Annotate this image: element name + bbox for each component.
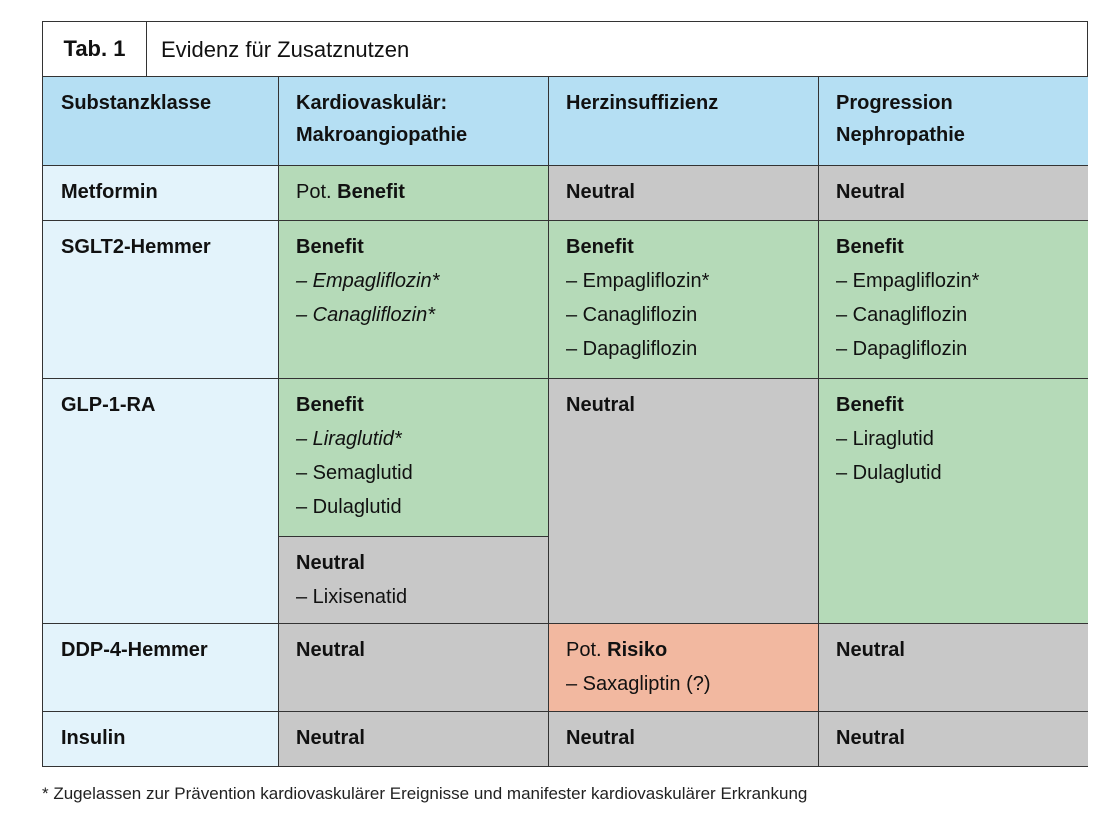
footnote: * Zugelassen zur Prävention kardiovaskulärer Ereignisse und manifester kardiovaskulärer Erkrankung [42, 784, 808, 803]
header-kardiovaskulaer: Kardiovaskulär: Makroangiopathie [278, 77, 548, 165]
cell-insulin-hi: Neutral [548, 711, 818, 766]
row-divider [43, 623, 1088, 624]
cell-metformin-ne: Neutral [818, 165, 1088, 220]
row-label-sglt2: SGLT2-Hemmer [43, 220, 278, 378]
header-substanzklasse: Substanzklasse [43, 77, 278, 165]
col-divider [278, 77, 279, 766]
evidence-table [42, 21, 1088, 767]
header-nephropathie: Progression Nephropathie [818, 77, 1088, 165]
col-divider [818, 77, 819, 766]
table-title-bar [42, 21, 1088, 77]
table-label: Tab. 1 [43, 22, 147, 78]
cell-dpp4-hi: Pot. Risiko – Saxagliptin (?) [548, 623, 818, 711]
table-title: Evidenz für Zusatznutzen [161, 37, 410, 62]
cell-sglt2-hi: Benefit – Empagliflozin* – Canagliflozin – Dapagliflozin [548, 220, 818, 378]
row-label-insulin: Insulin [43, 711, 278, 766]
cell-glp1-hi: Neutral [548, 378, 818, 623]
row-divider [43, 165, 1088, 166]
row-divider [278, 536, 548, 537]
row-label-dpp4: DDP-4-Hemmer [43, 623, 278, 711]
row-label-metformin: Metformin [43, 165, 278, 220]
cell-metformin-cv: Pot. Benefit [278, 165, 548, 220]
cell-metformin-hi: Neutral [548, 165, 818, 220]
col-divider [548, 77, 549, 766]
cell-insulin-cv: Neutral [278, 711, 548, 766]
row-divider [43, 378, 1088, 379]
cell-dpp4-cv: Neutral [278, 623, 548, 711]
cell-insulin-ne: Neutral [818, 711, 1088, 766]
row-divider [43, 711, 1088, 712]
cell-glp1-cv-neutral: Neutral – Lixisenatid [278, 536, 548, 623]
row-label-glp1: GLP-1-RA [43, 378, 278, 623]
cell-glp1-ne: Benefit – Liraglutid – Dulaglutid [818, 378, 1088, 623]
cell-sglt2-cv: Benefit – Empagliflozin* – Canagliflozin* [278, 220, 548, 378]
table-grid [42, 77, 1088, 767]
header-herzinsuffizienz: Herzinsuffizienz [548, 77, 818, 165]
cell-sglt2-ne: Benefit – Empagliflozin* – Canagliflozin – Dapagliflozin [818, 220, 1088, 378]
cell-glp1-cv-benefit: Benefit – Liraglutid* – Semaglutid – Dulaglutid [278, 378, 548, 536]
row-divider [43, 220, 1088, 221]
cell-dpp4-ne: Neutral [818, 623, 1088, 711]
